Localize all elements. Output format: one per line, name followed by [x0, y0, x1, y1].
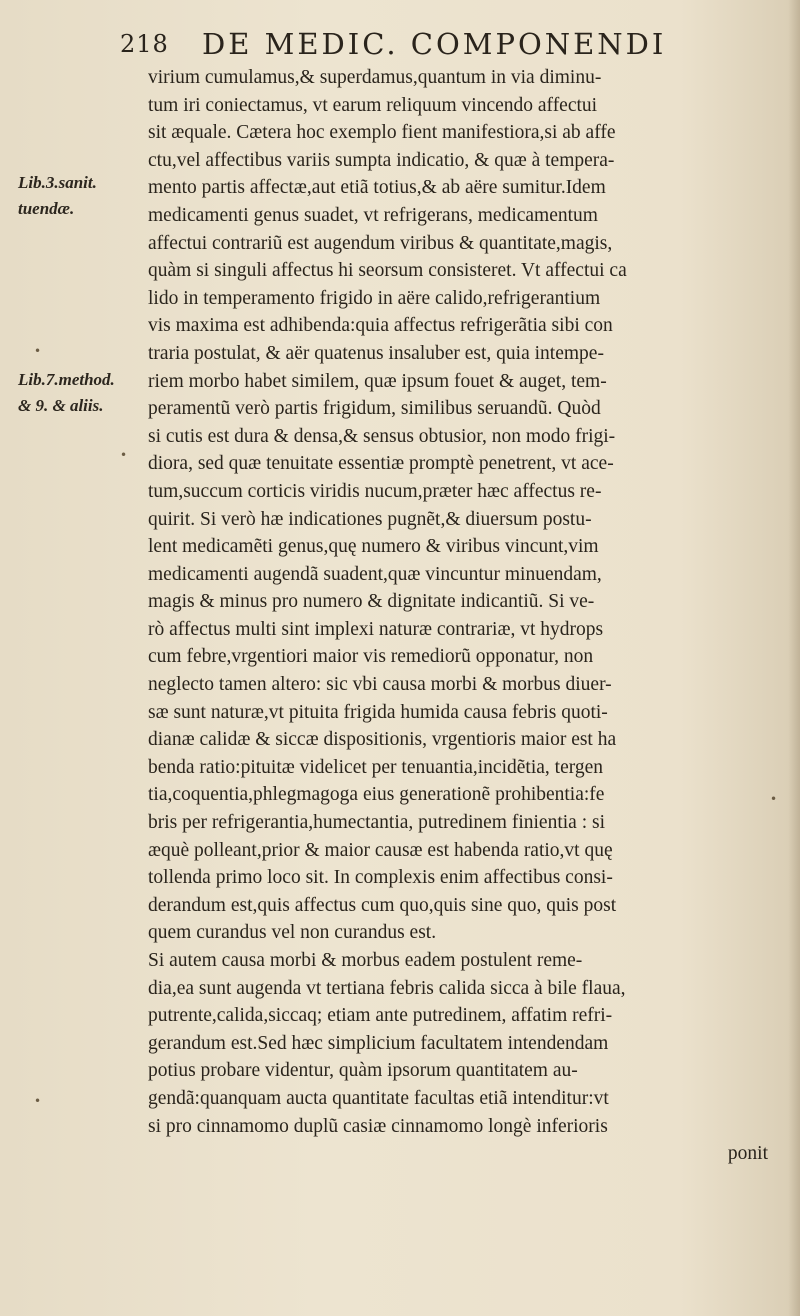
text-line: quirit. Si verò hæ indicationes pugnẽt,& diuersum postu-: [148, 508, 592, 530]
text-line: rò affectus multi sint implexi naturæ contrariæ, vt hydrops: [148, 618, 604, 640]
text-line: potius probare videntur, quàm ipsorum quantitatem au-: [148, 1060, 578, 1082]
text-line: gerandum est.Sed hæc simplicium facultatem intendendam: [148, 1032, 609, 1054]
margin-dot: •: [120, 448, 128, 462]
text-line: dia,ea sunt augenda vt tertiana febris calida sicca à bile flaua,: [148, 977, 626, 999]
margin-note-2: [18, 367, 146, 419]
text-line: tia,coquentia,phlegmagoga eius generationẽ prohibentia:fe: [148, 784, 605, 806]
text-line: sit æquale. Cætera hoc exemplo fient manifestiora,si ab affe: [148, 122, 616, 144]
text-line: tum iri coniectamus, vt earum reliquum vincendo affectui: [148, 94, 598, 116]
margin-note-line: Lib.3.sanit.: [18, 173, 97, 192]
text-line: vis maxima est adhibenda:quia affectus refrigerãtia sibi con: [148, 315, 613, 337]
text-line: quem curandus vel non curandus est.: [148, 922, 437, 944]
text-line: medicamenti genus suadet, vt refrigerans, medicamentum: [148, 204, 598, 226]
text-line: virium cumulamus,& superdamus,quantum in via diminu-: [148, 67, 602, 88]
margin-dot: •: [770, 792, 778, 806]
text-line: æquè polleant,prior & maior causæ est habenda ratio,vt quę: [148, 839, 613, 861]
text-line: gendã:quanquam aucta quantitate facultas etiã intenditur:vt: [148, 1087, 609, 1109]
margin-dot: •: [34, 1094, 42, 1108]
text-line: si cutis est dura & densa,& sensus obtusior, non modo frigi-: [148, 425, 616, 447]
text-line: magis & minus pro numero & dignitate indicantiũ. Si ve-: [148, 591, 595, 613]
text-line: putrente,calida,siccaq; etiam ante putredinem, affatim refri-: [148, 1005, 613, 1027]
text-line: derandum est,quis affectus cum quo,quis sine quo, quis post: [148, 894, 617, 916]
text-line: riem morbo habet similem, quæ ipsum fouet & auget, tem-: [148, 370, 607, 392]
text-line: quàm si singuli affectus hi seorsum consisteret. Vt affectui ca: [148, 260, 627, 282]
text-line: affectui contrariũ est augendum viribus & quantitate,magis,: [148, 232, 613, 254]
margin-note-line: tuendæ.: [18, 199, 75, 218]
text-line: ctu,vel affectibus variis sumpta indicatio, & quæ à tempera-: [148, 149, 615, 171]
text-line: traria postulat, & aër quatenus insaluber est, quia intempe-: [148, 342, 604, 364]
text-line: neglecto tamen altero: sic vbi causa morbi & morbus diuer-: [148, 674, 612, 696]
catchword: ponit: [727, 1143, 768, 1165]
text-line: peramentũ verò partis frigidum, similibus seruandũ. Quòd: [148, 398, 601, 420]
text-line: diora, sed quæ tenuitate essentiæ promptè penetrent, vt ace-: [148, 453, 614, 475]
margin-note-line: & 9. & aliis.: [18, 396, 104, 415]
text-line: cum febre,vrgentiori maior vis remediorũ opponatur, non: [148, 646, 594, 668]
margin-note-line: Lib.7.method.: [18, 370, 115, 389]
text-line: si pro cinnamomo duplũ casiæ cinnamomo longè inferioris: [148, 1115, 608, 1137]
text-line: sæ sunt naturæ,vt pituita frigida humida causa febris quoti-: [148, 701, 608, 723]
page-edge-shadow: [788, 0, 800, 1316]
text-line: tollenda primo loco sit. In complexis enim affectibus consi-: [148, 867, 613, 889]
main-text-block: [148, 64, 780, 1168]
text-line: lent medicamẽti genus,quę numero & viribus vincunt,vim: [148, 536, 599, 558]
text-line: dianæ calidæ & siccæ dispositionis, vrgentioris maior est ha: [148, 729, 617, 751]
page-number: 218: [120, 30, 169, 58]
text-line: mento partis affectæ,aut etiã totius,& ab aëre sumitur.Idem: [148, 177, 606, 199]
margin-dot: •: [34, 344, 42, 358]
margin-note-1: [18, 170, 146, 222]
text-line: medicamenti augendã suadent,quæ vincuntur minuendam,: [148, 563, 602, 585]
running-title: DE MEDIC. COMPONENDI: [202, 27, 667, 61]
text-line: tum,succum corticis viridis nucum,præter hæc affectus re-: [148, 480, 602, 502]
running-header: [120, 26, 760, 62]
text-line: bris per refrigerantia,humectantia, putredinem finientia : si: [148, 812, 605, 834]
text-line: lido in temperamento frigido in aëre calido,refrigerantium: [148, 287, 601, 309]
text-line: benda ratio:pituitæ videlicet per tenuantia,incidẽtia, tergen: [148, 756, 604, 778]
text-line: Si autem causa morbi & morbus eadem postulent reme-: [148, 950, 583, 971]
